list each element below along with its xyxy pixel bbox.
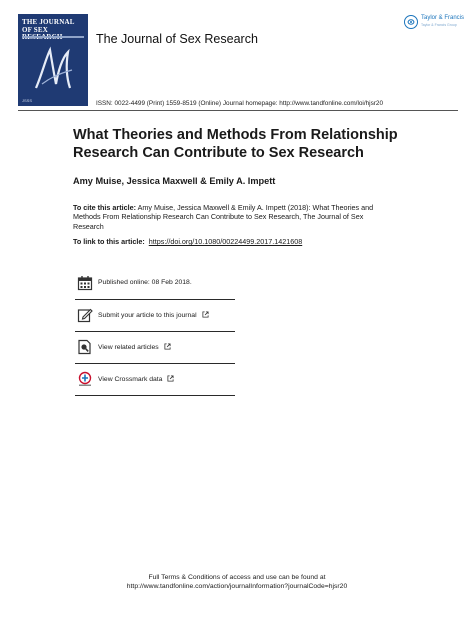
- citation-label: To cite this article:: [73, 203, 136, 212]
- cover-title: THE JOURNAL OF SEX: [22, 18, 75, 34]
- edit-icon: [77, 307, 93, 323]
- article-info-list: [75, 268, 235, 396]
- document-search-icon: [77, 339, 93, 355]
- terms-line: Full Terms & Conditions of access and use can be found at: [148, 574, 326, 581]
- related-articles-link[interactable]: View related articles: [98, 344, 159, 351]
- terms-url[interactable]: http://www.tandfonline.com/action/journalInformation?journalCode=hjsr20: [126, 583, 348, 590]
- crossmark-row[interactable]: [75, 364, 235, 396]
- published-date: Published online: 08 Feb 2018.: [98, 279, 192, 286]
- crossmark-icon: [77, 371, 93, 387]
- issn-homepage-line[interactable]: ISSN: 0022-4499 (Print) 1559-8519 (Online) Journal homepage: http://www.tandfonline.com/loi/hjsr20: [96, 100, 384, 107]
- published-row: [75, 268, 235, 300]
- external-link-icon: [202, 311, 209, 318]
- publisher-logo-icon: [404, 15, 418, 29]
- cover-monogram-icon: [28, 44, 78, 94]
- cover-divider: [22, 36, 84, 38]
- submit-article-link[interactable]: Submit your article to this journal: [98, 312, 197, 319]
- journal-cover-image: [18, 14, 88, 106]
- article-link-line: [73, 237, 302, 246]
- journal-name[interactable]: The Journal of Sex Research: [96, 32, 258, 46]
- citation-text: Amy Muise, Jessica Maxwell & Emily A. Impett (2018): What Theories and Methods From Relationship Research Can Contribute to Sex Research, The Journal of Sex Research: [73, 203, 374, 231]
- terms-footer: [0, 573, 474, 591]
- article-title: What Theories and Methods From Relationship Research Can Contribute to Sex Research: [73, 127, 398, 161]
- cover-footer: JSSS: [22, 98, 33, 103]
- calendar-icon: [77, 275, 93, 291]
- citation-block: [73, 203, 393, 231]
- external-link-icon: [167, 375, 174, 382]
- header-divider: [18, 110, 458, 111]
- link-label: To link to this article:: [73, 237, 145, 246]
- related-articles-row[interactable]: [75, 332, 235, 364]
- article-authors: Amy Muise, Jessica Maxwell & Emily A. Impett: [73, 176, 276, 186]
- submit-article-row[interactable]: [75, 300, 235, 332]
- crossmark-link[interactable]: View Crossmark data: [98, 376, 163, 383]
- publisher-tagline: Taylor & Francis Group: [421, 23, 457, 27]
- external-link-icon: [164, 343, 171, 350]
- journal-header: [18, 14, 465, 110]
- publisher-logo[interactable]: [404, 14, 465, 34]
- doi-link[interactable]: https://doi.org/10.1080/00224499.2017.1421608: [148, 237, 303, 246]
- publisher-name: Taylor & Francis: [421, 15, 465, 21]
